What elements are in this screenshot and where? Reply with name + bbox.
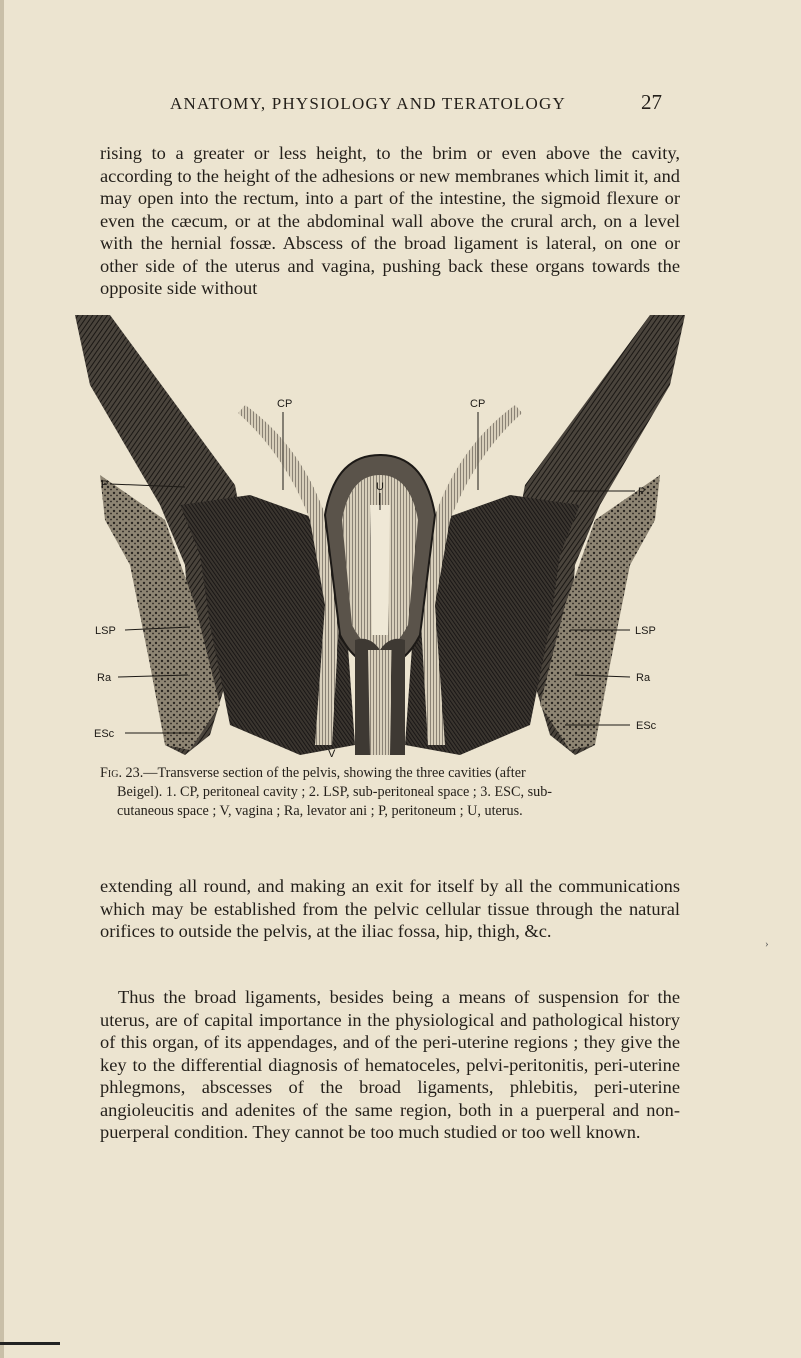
- running-head-title: ANATOMY, PHYSIOLOGY AND TERATOLOGY: [170, 94, 566, 113]
- label-cp-right: CP: [470, 398, 486, 410]
- paragraph-3: Thus the broad ligaments, besides being a means of suspension for the uterus, are of capital importance in the physiological and pathological history of this organ, of its appendages, and of the peri-uterine regions ; they give the key to the differential diagnosis of hematoceles, pelvi-peritonitis, peri-uterine phlegmons, abscesses of the broad ligaments, phlebitis, peri-uterine angioleucitis and adenites of the same region, both in a puerperal and non-puerperal condition. They cannot be too much studied or too well known.: [100, 987, 680, 1142]
- page-edge-shadow: [0, 0, 4, 1358]
- label-cp-left: CP: [277, 398, 293, 410]
- figure-caption: [100, 764, 680, 821]
- paragraph-2: extending all round, and making an exit for itself by all the communications which may be established from the pelvic cellular tissue through the natural orifices to outside the pelvis, at the iliac fossa, hip, thigh, &c.: [100, 876, 680, 941]
- label-lsp-right: LSP: [635, 625, 656, 637]
- figure-caption-line-2: Beigel). 1. CP, peritoneal cavity ; 2. LSP, sub-peritoneal space ; 3. ESC, sub-: [117, 784, 553, 800]
- paragraph-1: rising to a greater or less height, to the brim or even above the cavity, according to the height of the adhesions or new membranes which limit it, and may open into the rectum, into a part of the intestine, the sigmoid flexure or even the cæcum, or at the abdominal wall above the crural arch, on a level with the hernial fossæ. Abscess of the broad ligament is lateral, on one or other side of the uterus and vagina, pushing back these organs towards the opposite side without: [100, 143, 680, 298]
- pelvis-section-figure: [70, 305, 690, 760]
- pelvis-engraving: [70, 305, 690, 760]
- label-p-right: P: [638, 486, 646, 498]
- figure-caption-line-3: cutaneous space ; V, vagina ; Ra, levator ani ; P, peritoneum ; U, uterus.: [117, 803, 523, 819]
- page-corner-line: [0, 1342, 60, 1345]
- uterine-cavity: [370, 505, 390, 635]
- margin-mark: ›: [765, 938, 769, 950]
- figure-caption-label: Fig. 23.: [100, 765, 144, 781]
- label-v: V: [328, 748, 336, 760]
- running-head: [0, 90, 801, 124]
- label-esc-left: ESc: [94, 728, 115, 740]
- label-ra-left: Ra: [97, 672, 112, 684]
- label-u: U: [376, 481, 384, 493]
- label-p-left: P: [101, 479, 109, 491]
- vaginal-canal: [368, 650, 392, 755]
- label-lsp-left: LSP: [95, 625, 116, 637]
- page-number: 27: [641, 90, 662, 114]
- figure-caption-title: —Transverse section of the pelvis, showing the three cavities (after: [143, 765, 526, 781]
- label-ra-right: Ra: [636, 672, 651, 684]
- label-esc-right: ESc: [636, 720, 657, 732]
